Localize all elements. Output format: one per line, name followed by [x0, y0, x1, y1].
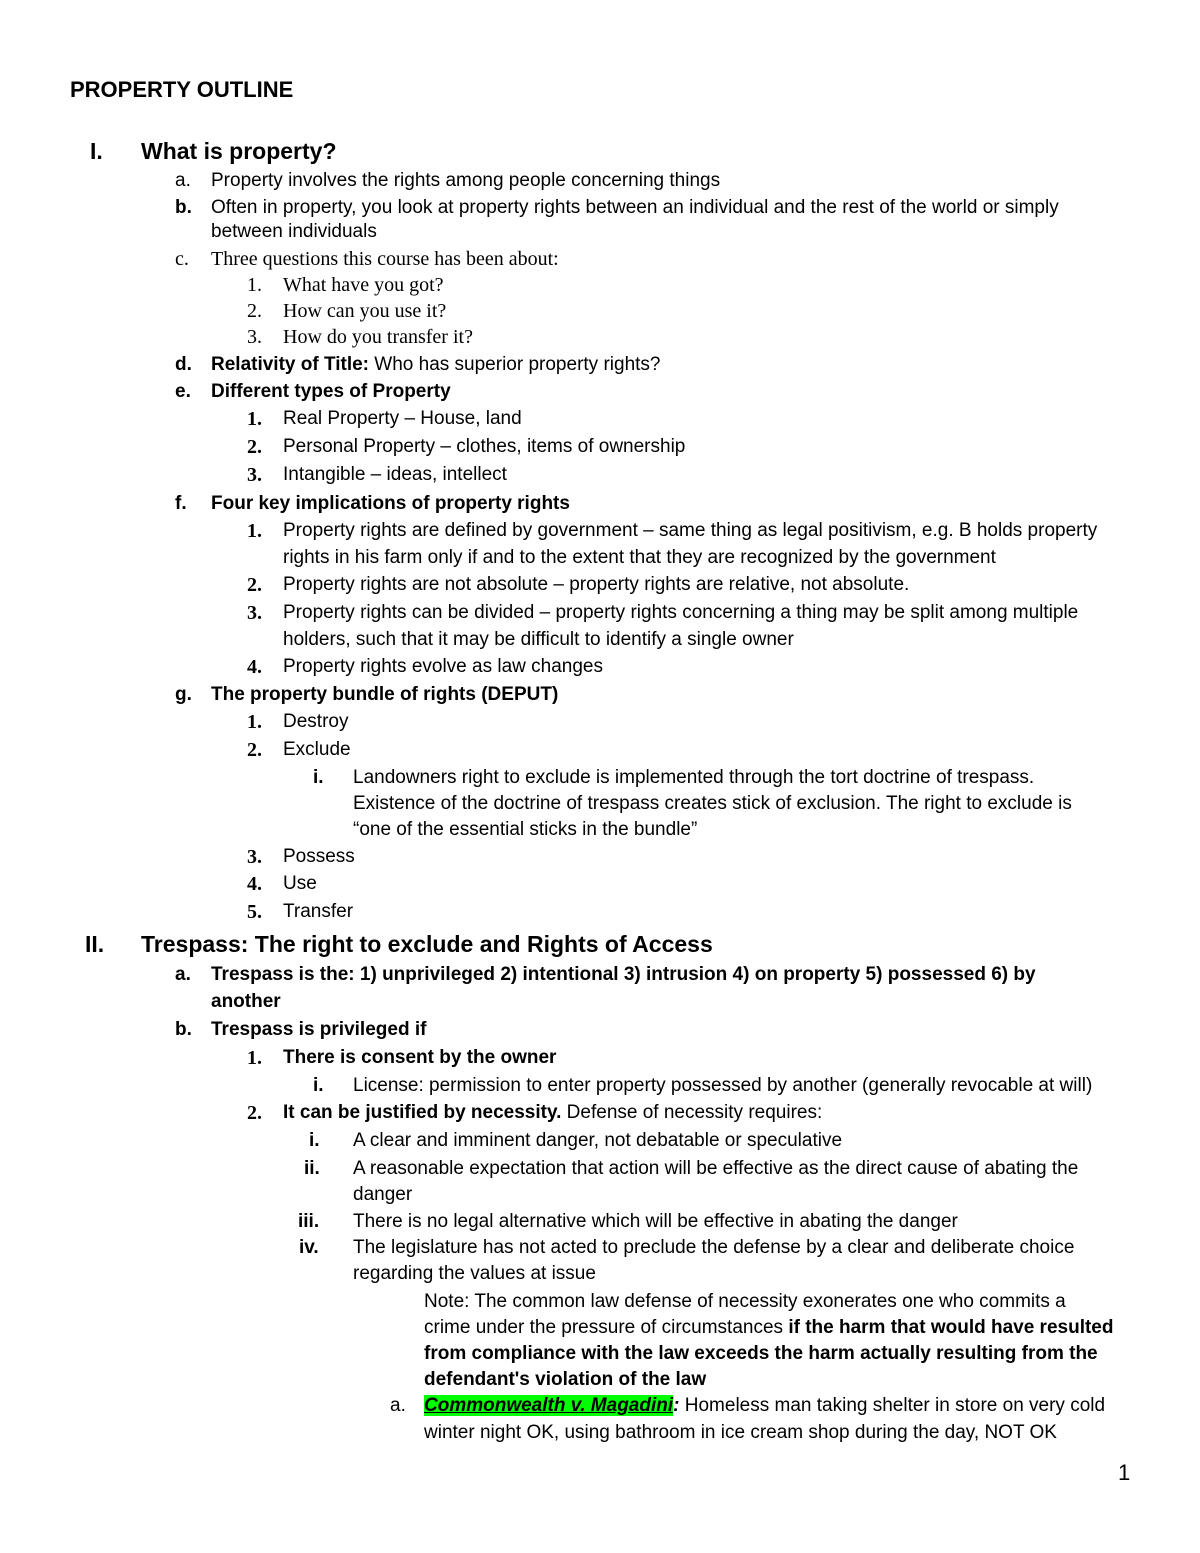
- item-marker: d.: [175, 354, 192, 375]
- sub-item-marker: 3.: [247, 464, 262, 486]
- sub-sub-item-text: Landowners right to exclude is implemented through the tort doctrine of trespass.: [353, 767, 1035, 788]
- sub-item-text: How can you use it?: [283, 300, 447, 322]
- sub-item-marker: 3.: [247, 846, 262, 868]
- sub-item-text: There is consent by the owner: [283, 1047, 557, 1068]
- sub-item-text: Property rights are defined by government – same thing as legal positivism, e.g. B holds property: [283, 520, 1098, 541]
- sub-sub-item-text: “one of the essential sticks in the bundle”: [353, 819, 698, 840]
- item-marker: b.: [175, 1019, 192, 1040]
- sub-item-marker: 3.: [247, 602, 262, 624]
- sub-sub-item-text: regarding the values at issue: [353, 1263, 596, 1284]
- item-text: Three questions this course has been about:: [211, 248, 559, 270]
- sub-item-marker: 2.: [247, 739, 262, 761]
- item-bold-lead: Relativity of Title:: [211, 354, 370, 375]
- item-marker: a.: [175, 964, 191, 985]
- sub-item-text: [283, 1101, 822, 1125]
- sub-item-marker: 2.: [247, 300, 262, 322]
- note-bold: if the harm that would have resulted: [788, 1317, 1114, 1338]
- item-text: Trespass is the: 1) unprivileged 2) intentional 3) intrusion 4) on property 5) possessed 6) by: [211, 964, 1036, 985]
- sub-item-marker: 2.: [247, 1102, 262, 1124]
- sub-sub-item-text: There is no legal alternative which will be effective in abating the danger: [353, 1211, 958, 1232]
- sub-item-text: What have you got?: [283, 274, 444, 296]
- item-text: between individuals: [211, 221, 377, 242]
- sub-sub-item-text: License: permission to enter property possessed by another (generally revocable at will): [353, 1075, 1093, 1096]
- sub-item-text: Property rights can be divided – property rights concerning a thing may be split among multiple: [283, 602, 1079, 623]
- sub-item-marker: 1.: [247, 1047, 262, 1069]
- item-text: Different types of Property: [211, 381, 451, 402]
- section-2-heading: Trespass: The right to exclude and Rights of Access: [141, 931, 713, 957]
- sub-sub-item-marker: i.: [313, 767, 324, 788]
- item-rest: Defense of necessity requires:: [561, 1102, 823, 1123]
- sub-item-marker: 1.: [247, 520, 262, 542]
- sub-item-marker: 2.: [247, 574, 262, 596]
- item-marker: f.: [175, 493, 187, 514]
- sub-item-text: Exclude: [283, 739, 351, 760]
- item-rest: Who has superior property rights?: [369, 354, 661, 375]
- sub-item-text: rights in his farm only if and to the extent that they are recognized by the government: [283, 547, 996, 568]
- item-marker: e.: [175, 381, 191, 402]
- item-text: The property bundle of rights (DEPUT): [211, 684, 559, 705]
- note-text: Note: The common law defense of necessity exonerates one who commits a: [424, 1291, 1066, 1312]
- sub-sub-item-text: The legislature has not acted to preclude the defense by a clear and deliberate choice: [353, 1237, 1075, 1258]
- sub-item-text: Use: [283, 873, 317, 894]
- sub-sub-item-text: Existence of the doctrine of trespass creates stick of exclusion. The right to exclude is: [353, 793, 1072, 814]
- sub-sub-item-marker: iv.: [299, 1237, 319, 1258]
- case-marker: a.: [390, 1395, 406, 1416]
- sub-item-text: Real Property – House, land: [283, 408, 522, 429]
- sub-item-text: Possess: [283, 846, 355, 867]
- sub-item-marker: 3.: [247, 326, 262, 348]
- section-1-heading: What is property?: [141, 138, 337, 164]
- sub-sub-item-marker: i.: [313, 1075, 324, 1096]
- item-text: Trespass is privileged if: [211, 1019, 427, 1040]
- sub-sub-item-text: A reasonable expectation that action will be effective as the direct cause of abating the: [353, 1158, 1079, 1179]
- note-plain: crime under the pressure of circumstances: [424, 1317, 789, 1338]
- sub-item-marker: 1.: [247, 274, 262, 296]
- item-text: another: [211, 991, 281, 1012]
- item-bold-lead: It can be justified by necessity.: [283, 1102, 562, 1123]
- sub-item-text: Personal Property – clothes, items of ownership: [283, 436, 686, 457]
- section-1-number: I.: [90, 138, 103, 164]
- case-colon: :: [673, 1395, 680, 1416]
- item-text: Four key implications of property rights: [211, 493, 570, 514]
- sub-sub-item-marker: iii.: [298, 1211, 320, 1232]
- sub-item-text: Transfer: [283, 901, 354, 922]
- case-text: winter night OK, using bathroom in ice cream shop during the day, NOT OK: [424, 1422, 1057, 1443]
- sub-item-marker: 5.: [247, 901, 262, 923]
- note-text: defendant's violation of the law: [424, 1369, 707, 1390]
- item-marker: a.: [175, 170, 191, 191]
- item-text: Property involves the rights among people concerning things: [211, 170, 721, 191]
- case-text: Homeless man taking shelter in store on very cold: [679, 1395, 1106, 1416]
- sub-item-text: How do you transfer it?: [283, 326, 473, 348]
- note-text: [424, 1316, 1113, 1340]
- item-marker: g.: [175, 684, 192, 705]
- sub-item-marker: 4.: [247, 656, 262, 678]
- note-text: from compliance with the law exceeds the harm actually resulting from the: [424, 1343, 1098, 1364]
- sub-item-text: Property rights are not absolute – property rights are relative, not absolute.: [283, 574, 910, 595]
- sub-item-text: Intangible – ideas, intellect: [283, 464, 507, 485]
- item-text: [211, 353, 660, 377]
- sub-sub-item-marker: i.: [309, 1130, 320, 1151]
- sub-sub-item-marker: ii.: [304, 1158, 320, 1179]
- case-name-highlight: Commonwealth v. Magadini: [424, 1395, 674, 1416]
- sub-item-marker: 1.: [247, 711, 262, 733]
- sub-item-marker: 4.: [247, 873, 262, 895]
- sub-item-text: holders, such that it may be difficult to identify a single owner: [283, 629, 794, 650]
- sub-sub-item-text: danger: [353, 1184, 413, 1205]
- item-marker: c.: [175, 248, 189, 270]
- item-marker: b.: [175, 197, 192, 218]
- page-number: 1: [1118, 1460, 1131, 1485]
- sub-item-marker: 2.: [247, 436, 262, 458]
- case-entry: [424, 1394, 1105, 1418]
- item-text: Often in property, you look at property rights between an individual and the rest of the world or simply: [211, 197, 1059, 218]
- sub-item-text: Property rights evolve as law changes: [283, 656, 603, 677]
- sub-item-marker: 1.: [247, 408, 262, 430]
- sub-sub-item-text: A clear and imminent danger, not debatable or speculative: [353, 1130, 843, 1151]
- sub-item-text: Destroy: [283, 711, 349, 732]
- document-title: PROPERTY OUTLINE: [70, 77, 294, 102]
- section-2-number: II.: [85, 931, 105, 957]
